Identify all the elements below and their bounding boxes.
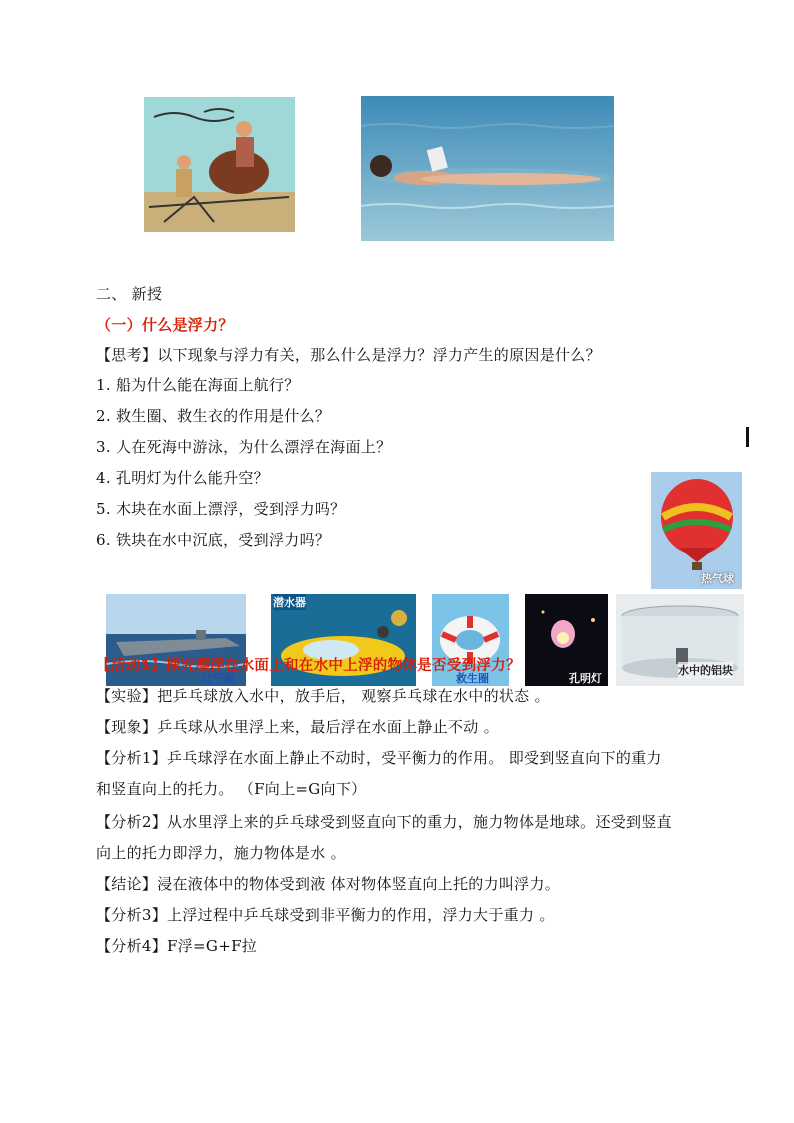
hot-air-balloon-photo [651,472,742,589]
aluminum-block-caption: 水中的铝块 [678,664,733,677]
question-1: 1. 船为什么能在海面上航行？ [96,376,300,394]
experiment-line: 【实验】把乒乓球放入水中，放手后， 观察乒乓球在水中的状态 。 [96,687,550,705]
question-3: 3. 人在死海中游泳，为什么漂浮在海面上？ [96,438,392,456]
hot-air-balloon-caption: 热气球 [701,572,734,585]
archimedes-illustration [144,97,295,232]
carrier-caption: 辽宁舰 [202,672,235,685]
analysis-2-continued: 向上的托力即浮力，施力物体是水 。 [96,844,346,862]
edge-mark [746,427,749,447]
sky-lantern-photo [525,594,608,686]
lifebuoy-caption: 救生圈 [456,672,489,685]
subsection-title: （一）什么是浮力？ [96,316,234,334]
question-5: 5. 木块在水面上漂浮，受到浮力吗？ [96,500,346,518]
submersible-caption: 潜水器 [273,596,306,609]
dead-sea-photo [361,96,614,241]
phenomenon-line: 【现象】乒乓球从水里浮上来，最后浮在水面上静止不动 。 [96,718,499,736]
think-line [96,345,601,365]
analysis-3-line: 【分析3】上浮过程中乒乓球受到非平衡力的作用，浮力大于重力 。 [96,906,555,924]
activity-title: 【活动1】探究漂浮在水面上和在水中上浮的物体是否受到浮力？ [96,658,521,674]
analysis-1-continued: 和竖直向上的托力。 （F向上=G向下） [96,780,367,798]
think-text: 以下现象与浮力有关，那么什么是浮力？浮力产生的原因是什么？ [157,346,601,364]
question-2: 2. 救生圈、救生衣的作用是什么？ [96,407,331,425]
question-6: 6. 铁块在水中沉底，受到浮力吗？ [96,531,331,549]
analysis-4-line: 【分析4】F浮=G+F拉 [96,937,258,955]
aluminum-block-photo [616,594,744,686]
conclusion-line: 【结论】浸在液体中的物体受到液 体对物体竖直向上托的力叫浮力。 [96,875,561,893]
sky-lantern-caption: 孔明灯 [569,672,602,685]
question-4: 4. 孔明灯为什么能升空？ [96,469,269,487]
analysis-1-line: 【分析1】乒乓球浮在水面上静止不动时，受平衡力的作用。 即受到竖直向下的重力 [96,749,662,767]
section-heading: 二、 新授 [96,285,163,303]
think-tag: 【思考】 [96,346,158,364]
analysis-2-line: 【分析2】从水里浮上来的乒乓球受到竖直向下的重力，施力物体是地球。还受到竖直 [96,813,672,831]
